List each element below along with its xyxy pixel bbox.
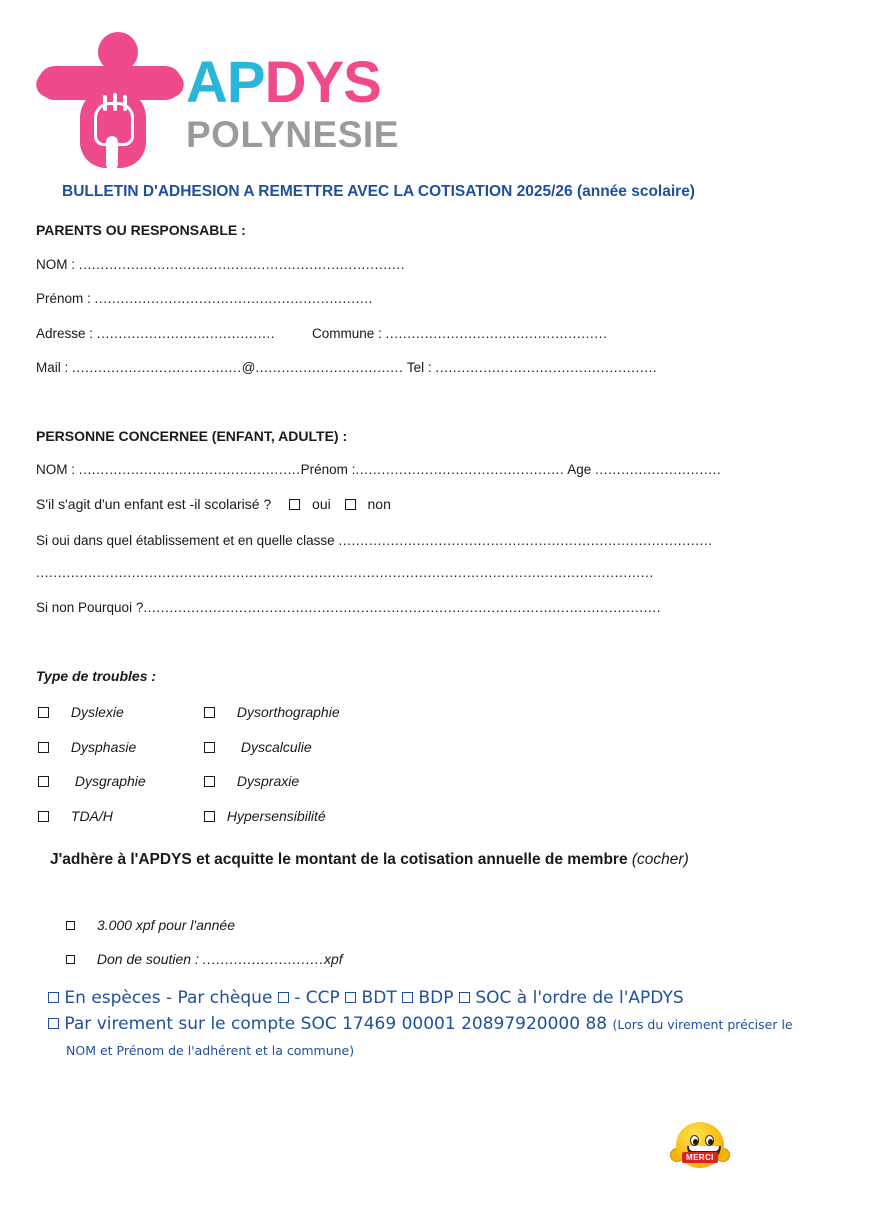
field-si-non-label: Si non Pourquoi ? bbox=[36, 600, 144, 615]
logo-ap-text: AP bbox=[186, 50, 265, 115]
field-parent-nom-blank[interactable]: ........................................................................... bbox=[78, 257, 406, 272]
trouble-tdah[interactable] bbox=[38, 808, 113, 824]
adhesion-option-don-label: Don de soutien : bbox=[96, 951, 203, 967]
trouble-dyspraxie-label: Dyspraxie bbox=[236, 773, 300, 789]
field-parent-commune-label: Commune : bbox=[312, 326, 386, 341]
logo-polynesie-text: POLYNESIE bbox=[186, 114, 399, 155]
checkbox-dyslexie[interactable] bbox=[38, 707, 49, 718]
field-personne-prenom-label: Prénom : bbox=[300, 462, 356, 477]
field-etablissement bbox=[36, 533, 713, 548]
field-parent-mail-at: @ bbox=[241, 360, 256, 375]
payment-bdt-label: BDT bbox=[356, 988, 403, 1008]
field-parent-adresse-blank[interactable]: ......................................... bbox=[96, 326, 276, 341]
adhesion-title bbox=[50, 851, 689, 869]
checkbox-dysgraphie[interactable] bbox=[38, 776, 49, 787]
checkbox-dyscalculie[interactable] bbox=[204, 742, 215, 753]
field-parent-commune bbox=[312, 326, 607, 341]
trouble-dysorthographie[interactable] bbox=[204, 704, 340, 720]
checkbox-hypersensibilite[interactable] bbox=[204, 811, 215, 822]
payment-bdp-label: BDP bbox=[413, 988, 459, 1008]
question-scolarise-label: S'il s'agit d'un enfant est -il scolarisé ? bbox=[36, 496, 272, 512]
field-si-non bbox=[36, 600, 661, 615]
trouble-hypersensibilite-label: Hypersensibilité bbox=[226, 808, 326, 824]
checkbox-virement[interactable] bbox=[48, 1018, 59, 1029]
field-personne-nom-prenom-age bbox=[36, 462, 721, 477]
checkbox-bdp[interactable] bbox=[402, 992, 413, 1003]
trouble-dyspraxie[interactable] bbox=[204, 773, 299, 789]
trouble-dysphasie-label: Dysphasie bbox=[70, 739, 137, 755]
trouble-dyslexie-label: Dyslexie bbox=[70, 704, 124, 720]
checkbox-cotisation[interactable] bbox=[66, 921, 75, 930]
trouble-dysgraphie-label: Dysgraphie bbox=[74, 773, 146, 789]
label-non: non bbox=[367, 496, 391, 512]
field-etablissement-blank-line bbox=[36, 565, 654, 580]
adhesion-option-don-unit: xpf bbox=[323, 951, 343, 967]
field-personne-nom-blank[interactable]: ................................................... bbox=[78, 462, 301, 477]
field-parent-prenom bbox=[36, 291, 373, 306]
field-parent-adresse-label: Adresse : bbox=[36, 326, 97, 341]
checkbox-non[interactable] bbox=[345, 499, 356, 510]
adhesion-title-cocher: (cocher) bbox=[631, 851, 689, 868]
trouble-dysphasie[interactable] bbox=[38, 739, 136, 755]
section-personne-heading: PERSONNE CONCERNEE (ENFANT, ADULTE) : bbox=[36, 428, 348, 444]
field-parent-mail-tel bbox=[36, 360, 657, 375]
adhesion-title-main: J'adhère à l'APDYS et acquitte le montant de la cotisation annuelle de membre bbox=[50, 851, 632, 868]
adhesion-option-cotisation-label: 3.000 xpf pour l'année bbox=[96, 917, 236, 933]
checkbox-cheque[interactable] bbox=[278, 992, 289, 1003]
page-title: BULLETIN D'ADHESION A REMETTRE AVEC LA COTISATION 2025/26 (année scolaire) bbox=[62, 183, 695, 200]
field-parent-prenom-blank[interactable]: ................................................................ bbox=[94, 291, 373, 306]
merci-banner-label: MERCI bbox=[682, 1152, 718, 1163]
field-parent-mail-blank2[interactable]: .................................. bbox=[255, 360, 404, 375]
field-etablissement-blank2[interactable]: .............................................................................................................................................. bbox=[36, 565, 654, 580]
adhesion-option-don[interactable] bbox=[66, 951, 343, 967]
checkbox-tdah[interactable] bbox=[38, 811, 49, 822]
field-etablissement-label: Si oui dans quel établissement et en quelle classe bbox=[36, 533, 339, 548]
payment-line-virement bbox=[48, 1014, 793, 1034]
field-si-non-blank[interactable]: ....................................................................................................................... bbox=[143, 600, 662, 615]
logo-dys-text: DYS bbox=[264, 50, 381, 115]
checkbox-oui[interactable] bbox=[289, 499, 300, 510]
troubles-title: Type de troubles : bbox=[36, 668, 157, 684]
field-personne-nom-label: NOM : bbox=[36, 462, 79, 477]
field-parent-mail-label: Mail : bbox=[36, 360, 73, 375]
field-parent-nom-label: NOM : bbox=[36, 257, 79, 272]
payment-virement-label: Par virement sur le compte SOC 17469 00001 20897920000 88 bbox=[64, 1014, 613, 1034]
trouble-dyslexie[interactable] bbox=[38, 704, 124, 720]
checkbox-dysorthographie[interactable] bbox=[204, 707, 215, 718]
checkbox-bdt[interactable] bbox=[345, 992, 356, 1003]
section-parents-heading: PARENTS OU RESPONSABLE : bbox=[36, 222, 246, 238]
field-parent-mail-blank1[interactable]: ....................................... bbox=[72, 360, 242, 375]
field-parent-nom bbox=[36, 257, 405, 272]
checkbox-especes[interactable] bbox=[48, 992, 59, 1003]
trouble-dyscalculie-label: Dyscalculie bbox=[240, 739, 312, 755]
merci-smiley-icon bbox=[672, 1122, 728, 1172]
logo-wordmark bbox=[186, 50, 399, 155]
checkbox-dyspraxie[interactable] bbox=[204, 776, 215, 787]
payment-soc-label: SOC à l'ordre de l'APDYS bbox=[469, 988, 684, 1008]
logo-figure-icon bbox=[36, 32, 186, 170]
payment-virement-note: (Lors du virement préciser le bbox=[612, 1017, 793, 1032]
trouble-tdah-label: TDA/H bbox=[70, 808, 113, 824]
field-parent-commune-blank[interactable]: ................................................... bbox=[385, 326, 608, 341]
field-parent-prenom-label: Prénom : bbox=[36, 291, 95, 306]
payment-virement-note2: NOM et Prénom de l'adhérent et la commune) bbox=[66, 1043, 355, 1058]
field-personne-age-label: Age bbox=[564, 462, 596, 477]
label-oui: oui bbox=[312, 496, 331, 512]
trouble-dysgraphie[interactable] bbox=[38, 773, 146, 789]
trouble-dyscalculie[interactable] bbox=[204, 739, 312, 755]
question-scolarise bbox=[36, 496, 391, 512]
apdys-logo bbox=[36, 26, 436, 166]
payment-line-especes bbox=[48, 988, 684, 1008]
adhesion-option-cotisation[interactable] bbox=[66, 917, 235, 933]
checkbox-don[interactable] bbox=[66, 955, 75, 964]
field-etablissement-blank[interactable]: ...................................................................................... bbox=[338, 533, 713, 548]
field-parent-adresse bbox=[36, 326, 275, 341]
checkbox-dysphasie[interactable] bbox=[38, 742, 49, 753]
field-parent-tel-label: Tel : bbox=[403, 360, 436, 375]
checkbox-soc[interactable] bbox=[459, 992, 470, 1003]
field-personne-prenom-blank[interactable]: ................................................ bbox=[355, 462, 565, 477]
trouble-dysorthographie-label: Dysorthographie bbox=[236, 704, 340, 720]
field-personne-age-blank[interactable]: ............................. bbox=[595, 462, 722, 477]
adhesion-option-don-blank[interactable]: ........................... bbox=[202, 951, 324, 967]
payment-especes-label: En espèces - Par chèque bbox=[64, 988, 278, 1008]
trouble-hypersensibilite[interactable] bbox=[204, 808, 326, 824]
field-parent-tel-blank[interactable]: ................................................... bbox=[435, 360, 658, 375]
payment-ccp-label: - CCP bbox=[288, 988, 346, 1008]
